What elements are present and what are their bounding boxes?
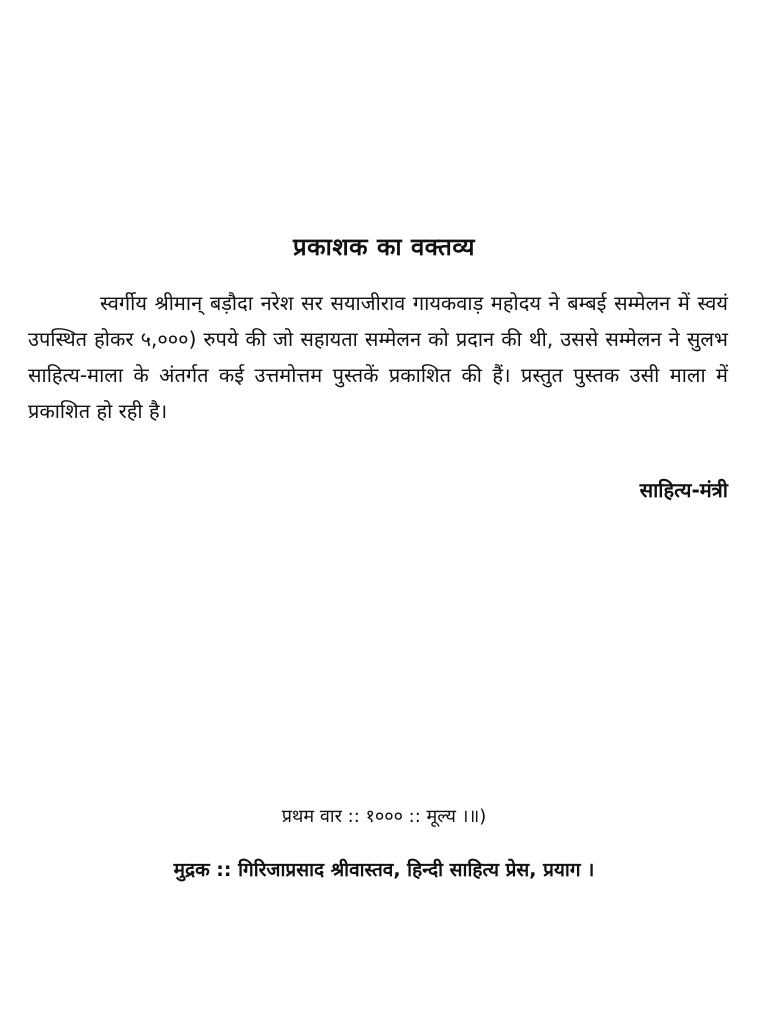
signature: साहित्य-मंत्री bbox=[639, 478, 728, 502]
printer-line: मुद्रक :: गिरिजाप्रसाद श्रीवास्तव, हिन्दी साहित्य प्रेस, प्रयाग । bbox=[173, 859, 595, 881]
edition-price-line: प्रथम वार :: १००० :: मूल्य ।॥) bbox=[281, 806, 487, 827]
page-heading: प्रकाशक का वक्तव्य bbox=[293, 233, 475, 261]
publisher-statement: स्वर्गीय श्रीमान् बड़ौदा नरेश सर सयाजीराव गायकवाड़ महोदय ने बम्बई सम्मेलन में स्वयं उपस्थित होकर ५,०००) रुपये की जो सहायता सम्मेलन को प्रदान की थी, उससे सम्मेलन ने सुलभ साहित्य-माला के अंतर्गत कई उत्तमोत्तम पुस्तकें प्रकाशित की हैं। प्रस्तुत पुस्तक उसी माला में प्रकाशित हो रही है। bbox=[28, 291, 728, 423]
